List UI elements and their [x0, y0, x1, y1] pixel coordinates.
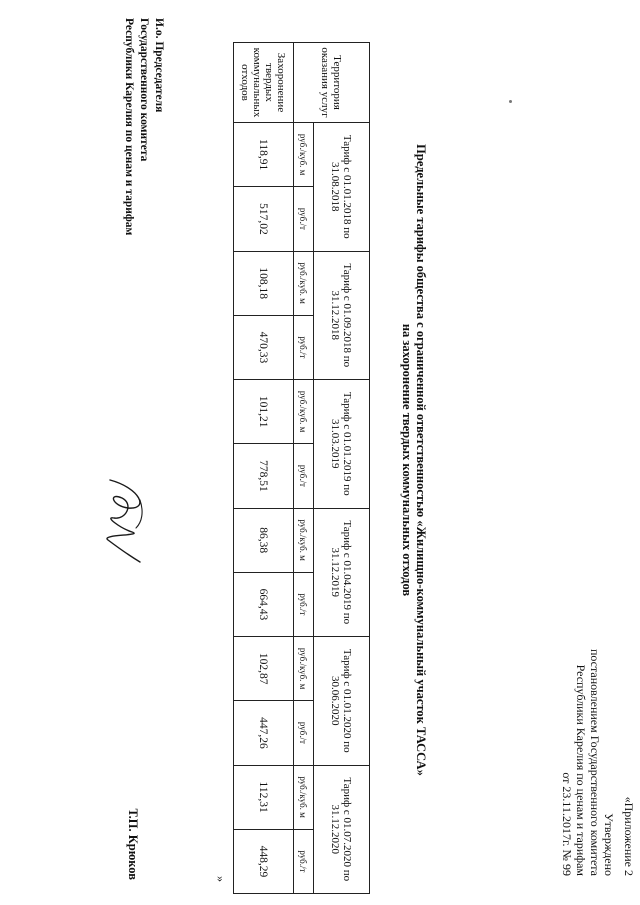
approval-line: Утверждено	[602, 813, 616, 876]
tariff-value: 447,26	[234, 701, 294, 765]
unit-header: руб./т	[294, 829, 314, 893]
table-row	[234, 43, 294, 894]
unit-header: руб./т	[294, 701, 314, 765]
unit-header: руб./т	[294, 444, 314, 508]
position-line: Республики Карелия по ценам и тарифам	[123, 18, 135, 236]
tariff-value: 778,51	[234, 444, 294, 508]
tariff-value: 101,21	[234, 380, 294, 444]
territory-header: Территория оказания услуг	[294, 43, 370, 123]
unit-header: руб./куб. м	[294, 123, 314, 187]
tariff-value: 112,31	[234, 765, 294, 829]
unit-header: руб./т	[294, 315, 314, 379]
tariff-value: 448,29	[234, 829, 294, 893]
tariff-value: 664,43	[234, 572, 294, 636]
title-line: на захоронение твердых коммунальных отходов	[400, 323, 414, 597]
tariff-value: 108,18	[234, 251, 294, 315]
unit-header: руб./т	[294, 187, 314, 251]
title-line: Предельные тарифы общества с ограниченной ответственностью «Жилищно-коммунальный участок ТАССА»	[414, 144, 428, 776]
tariff-table	[233, 42, 370, 894]
tariff-value: 118,91	[234, 123, 294, 187]
period-header: Тариф с 01.04.2019 по 31.12.2019	[314, 508, 370, 637]
period-header: Тариф с 01.01.2018 по 31.08.2018	[314, 123, 370, 252]
appendix-label: «Приложение 2	[622, 796, 636, 876]
signatory-position	[121, 18, 166, 378]
unit-header: руб./куб. м	[294, 380, 314, 444]
tariff-value: 86,38	[234, 508, 294, 572]
period-header: Тариф с 01.01.2019 по 31.03.2019	[314, 380, 370, 509]
approval-line: Республики Карелия по ценам и тарифам	[574, 664, 588, 876]
unit-header: руб./т	[294, 572, 314, 636]
unit-header: руб./куб. м	[294, 637, 314, 701]
tariff-value: 470,33	[234, 315, 294, 379]
unit-header: руб./куб. м	[294, 508, 314, 572]
handwritten-signature	[90, 470, 170, 570]
signatory-name: Т.П. Крюков	[126, 808, 140, 880]
approval-line: постановлением Государственного комитета	[588, 648, 602, 876]
position-line: Государственного комитета	[138, 18, 150, 162]
territory-cell: Захоронение твердых коммунальных отходов	[234, 43, 294, 123]
scan-speck	[509, 100, 512, 103]
period-header: Тариф с 01.07.2020 по 31.12.2020	[314, 765, 370, 894]
unit-header: руб./куб. м	[294, 765, 314, 829]
approval-line: от 23.11.2017г. № 99	[560, 772, 574, 876]
approval-block	[560, 600, 616, 876]
tariff-value: 517,02	[234, 187, 294, 251]
period-header: Тариф с 01.09.2018 по 31.12.2018	[314, 251, 370, 380]
position-line: И.о. Председателя	[153, 18, 165, 113]
tariff-value: 102,87	[234, 637, 294, 701]
closing-quote: »	[214, 876, 228, 882]
period-header: Тариф с 01.01.2020 по 30.06.2020	[314, 637, 370, 766]
document-title	[400, 40, 428, 880]
unit-header: руб./куб. м	[294, 251, 314, 315]
